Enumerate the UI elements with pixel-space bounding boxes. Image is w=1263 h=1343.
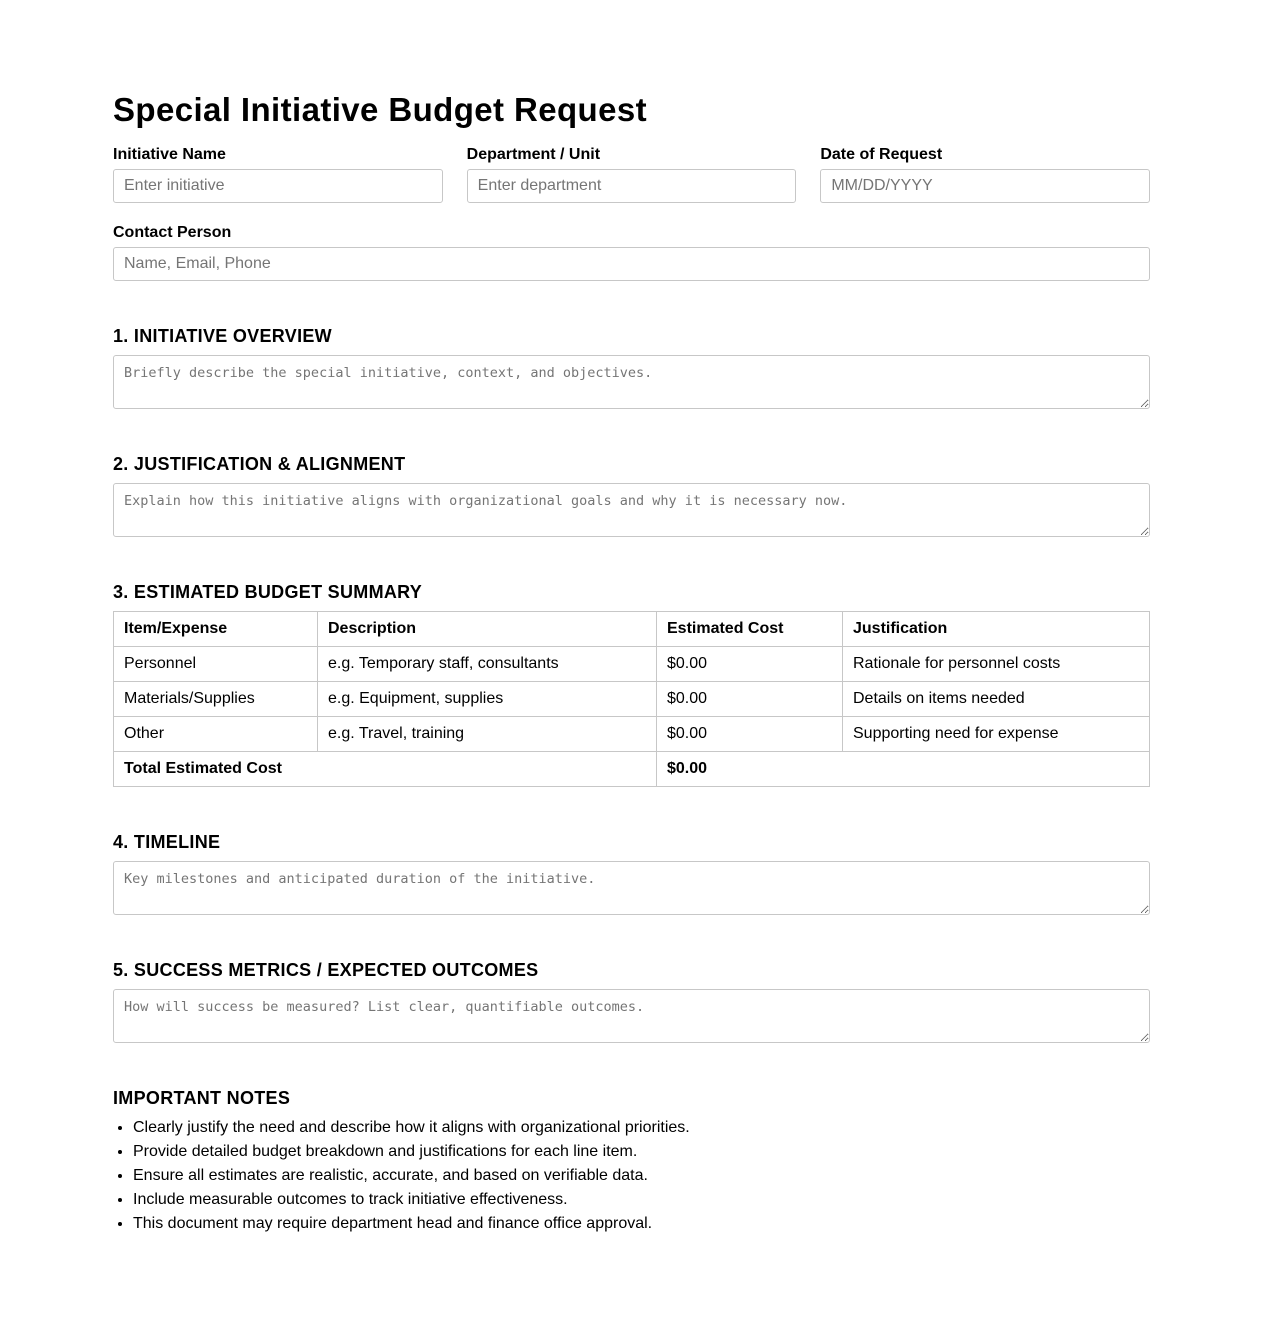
initiative-name-group (113, 146, 443, 203)
metrics-section (113, 960, 1150, 1043)
justification-section (113, 454, 1150, 537)
notes-heading: IMPORTANT NOTES (113, 1088, 291, 1108)
column-header-justification: Justification (843, 612, 1150, 647)
notes-list (113, 1116, 1150, 1236)
item-cell[interactable]: Personnel (114, 647, 318, 682)
justification-cell[interactable]: Rationale for personnel costs (843, 647, 1150, 682)
list-item: • Include measurable outcomes to track initiative effectiveness. (133, 1188, 1150, 1212)
list-item: • Provide detailed budget breakdown and justifications for each line item. (133, 1140, 1150, 1164)
justification-cell[interactable]: Details on items needed (843, 682, 1150, 717)
budget-heading: 3. ESTIMATED BUDGET SUMMARY (113, 582, 423, 602)
initiative-name-label: Initiative Name (113, 146, 226, 163)
important-notes (113, 1088, 1150, 1236)
initiative-name-input[interactable] (113, 169, 443, 203)
column-header-description: Description (318, 612, 657, 647)
justification-heading: 2. JUSTIFICATION & ALIGNMENT (113, 454, 406, 474)
department-label: Department / Unit (466, 146, 601, 163)
date-label: Date of Request (820, 146, 943, 163)
table-row (114, 682, 1150, 717)
overview-heading: 1. INITIATIVE OVERVIEW (113, 326, 332, 346)
budget-request-form (113, 0, 1150, 1236)
budget-table (113, 611, 1150, 787)
date-group (820, 146, 1150, 203)
overview-textarea[interactable] (113, 355, 1150, 409)
metrics-textarea[interactable] (113, 989, 1150, 1043)
timeline-heading: 4. TIMELINE (113, 832, 221, 852)
metrics-heading: 5. SUCCESS METRICS / EXPECTED OUTCOMES (113, 960, 539, 980)
cost-cell[interactable]: $0.00 (657, 647, 843, 682)
overview-section (113, 326, 1150, 409)
total-label: Total Estimated Cost (114, 752, 657, 787)
total-row (114, 752, 1150, 787)
list-item: • Ensure all estimates are realistic, accurate, and based on verifiable data. (133, 1164, 1150, 1188)
column-header-cost: Estimated Cost (657, 612, 843, 647)
item-cell[interactable]: Materials/Supplies (114, 682, 318, 717)
contact-label: Contact Person (113, 224, 232, 241)
table-header-row (114, 612, 1150, 647)
cost-cell[interactable]: $0.00 (657, 682, 843, 717)
description-cell[interactable]: e.g. Temporary staff, consultants (318, 647, 657, 682)
total-value: $0.00 (657, 752, 1150, 787)
description-cell[interactable]: e.g. Equipment, supplies (318, 682, 657, 717)
list-item: • Clearly justify the need and describe how it aligns with organizational priorities. (133, 1116, 1150, 1140)
contact-group (113, 224, 1150, 281)
budget-section (113, 582, 1150, 787)
page-title: Special Initiative Budget Request (113, 91, 647, 128)
timeline-section (113, 832, 1150, 915)
list-item: • This document may require department head and finance office approval. (133, 1212, 1150, 1236)
table-row (114, 647, 1150, 682)
contact-input[interactable] (113, 247, 1150, 281)
table-row (114, 717, 1150, 752)
justification-cell[interactable]: Supporting need for expense (843, 717, 1150, 752)
column-header-item: Item/Expense (114, 612, 318, 647)
justification-textarea[interactable] (113, 483, 1150, 537)
header-fields-row (113, 146, 1150, 203)
date-input[interactable] (820, 169, 1150, 203)
department-input[interactable] (467, 169, 797, 203)
cost-cell[interactable]: $0.00 (657, 717, 843, 752)
description-cell[interactable]: e.g. Travel, training (318, 717, 657, 752)
item-cell[interactable]: Other (114, 717, 318, 752)
timeline-textarea[interactable] (113, 861, 1150, 915)
department-group (467, 146, 797, 203)
